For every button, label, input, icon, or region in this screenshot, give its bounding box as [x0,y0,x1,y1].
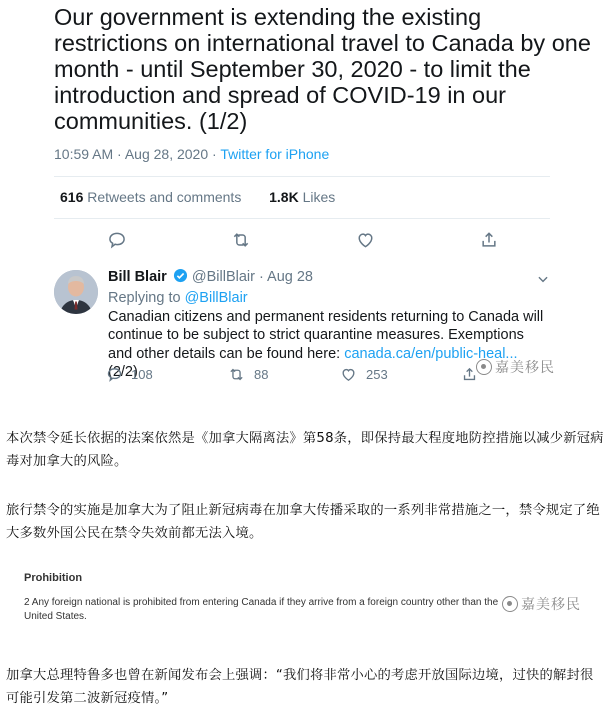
reply-header [108,268,313,285]
reply-like-button[interactable] [340,366,388,383]
author-handle-date[interactable]: @BillBlair · Aug 28 [187,269,313,285]
like-button[interactable] [355,230,376,250]
reply-icon [107,230,127,250]
like-icon [340,366,357,383]
retweet-icon [230,230,252,250]
tweet-timestamp [54,146,329,162]
divider [54,176,550,177]
replying-handle-link[interactable]: @BillBlair [184,290,248,306]
reply-link[interactable]: canada.ca/en/public-heal... [344,345,518,362]
author-name[interactable]: Bill Blair [108,269,167,285]
reply-button[interactable] [107,230,127,250]
wechat-icon [476,359,492,375]
reply-count: 108 [131,367,153,382]
retweet-button[interactable] [230,230,252,250]
like-count: 253 [366,367,388,382]
article-paragraph: 旅行禁令的实施是加拿大为了阻止新冠病毒在加拿大传播采取的一系列非常措施之一，禁令规定了绝大多数外国公民在禁令失效前都无法入境。 [6,503,600,541]
chevron-down-icon[interactable] [536,272,550,286]
avatar[interactable] [54,270,98,314]
article-paragraph: 加拿大总理特鲁多也曾在新闻发布会上强调：“我们将非常小心的考虑开放国际边境，过快的解封很可能引发第二波新冠疫情。” [6,668,594,706]
tweet-text: Our government is extending the existing restrictions on international travel to Canada by one month - until September 30, 2020 - to limit the introduction and spread of COVID-19 in our communities. (1/2) [54,4,591,134]
watermark: 嘉美移民 [476,357,555,377]
likes-stat[interactable]: 1.8K Likes [269,189,336,205]
share-icon [479,230,499,250]
reply-retweet-button[interactable] [227,366,268,383]
tweet-client-link[interactable]: Twitter for iPhone [220,146,330,162]
retweet-icon [227,366,246,383]
retweets-stat[interactable]: 616 Retweets and comments [60,189,242,205]
law-title: Prohibition [24,572,83,584]
reply-text: Canadian citizens and permanent residents returning to Canada will continue to be subject to strict quarantine measures. Exemptions and other details can be found here: canada.ca/en/public-heal... (2/2) [108,309,544,380]
article-paragraph: 本次禁令延长依据的法案依然是《加拿大隔离法》第58条，即保持最大程度地防控措施以减少新冠病毒对加拿大的风险。 [6,431,604,469]
reply-reply-button[interactable] [106,366,153,383]
tweet-time: 10:59 AM · Aug 28, 2020 · [54,146,221,162]
retweet-count: 88 [254,367,269,382]
share-button[interactable] [479,230,499,250]
law-excerpt [18,566,598,626]
wechat-icon [502,596,518,612]
divider [54,218,550,219]
verified-badge-icon [173,268,188,283]
like-icon [355,230,376,250]
law-text: 2 Any foreign national is prohibited from entering Canada if they arrive from a foreign country other than the United States. [24,597,499,622]
replying-to: Replying to @BillBlair [108,290,248,306]
tweet-stats [60,189,335,205]
reply-icon [106,366,123,383]
watermark: 嘉美移民 [502,594,581,614]
